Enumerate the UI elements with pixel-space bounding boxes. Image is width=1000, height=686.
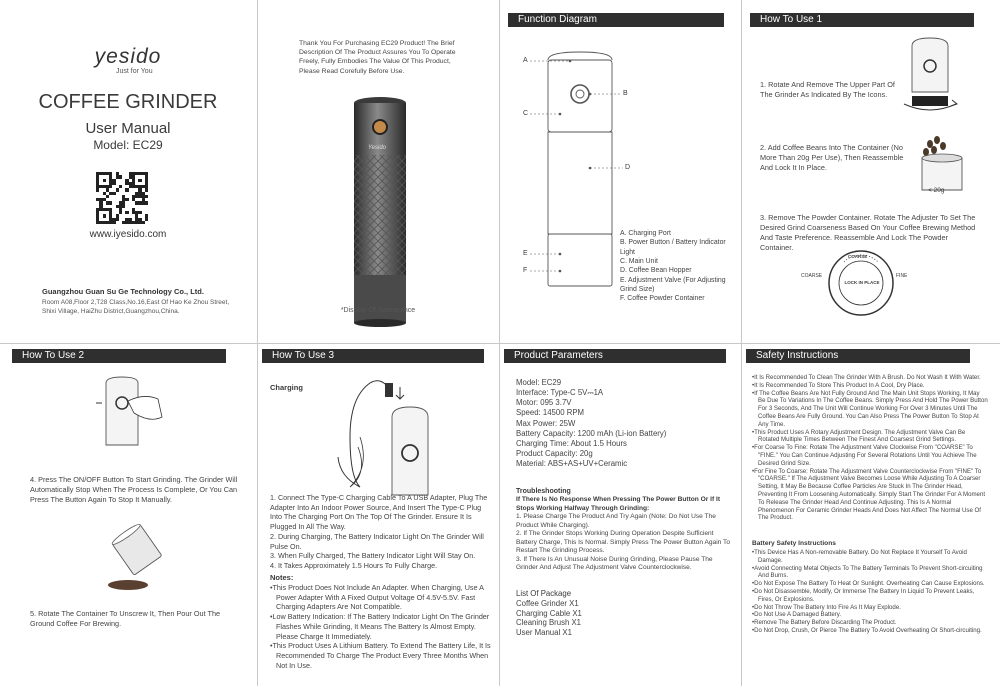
brand-tagline: Just for You	[116, 68, 153, 75]
step-4-text: 4. Press The ON/OFF Button To Start Grinding. The Grinder Will Automatically Stop When The Process Is Complete, Or You Can Press The Button Again To Stop It Manually.	[30, 475, 238, 504]
package-item: User Manual X1	[516, 628, 572, 638]
callout-e: E	[523, 250, 528, 257]
weight-label: < 20g	[928, 187, 945, 194]
legend-item: F. Coffee Powder Container	[620, 295, 705, 303]
battery-safety-item: • Do Not Disassemble, Modify, Or Immerse The Battery In Liquid To Prevent Leaks, Fires, Or Explosions.	[752, 588, 988, 604]
callout-b: B	[623, 90, 628, 97]
safety-item: • If The Coffee Beans Are Not Fully Ground And The Main Unit Stops Working, It May Be Due To Variations In The Coffee Beans. Simply Press And Hold The Power Button For 3 Seconds, And The Unit Will Continue Working For Over 3 Minutes Until The Coffee Beans Are Fully Ground. You Can Also Press The Power Button To Stop At Any Time.	[752, 390, 988, 429]
spec-item: Charging Time: About 1.5 Hours	[516, 438, 627, 448]
battery-safety-title: Battery Safety Instructions	[752, 540, 836, 547]
troubleshooting-item: 1. Please Charge The Product And Try Again (Note: Do Not Use The Product While Charging).	[516, 513, 716, 529]
section-header: How To Use 3	[262, 349, 484, 363]
add-beans-illustration	[912, 134, 972, 194]
spec-item: Interface: Type-C 5V⎓1A	[516, 388, 604, 398]
brand-logo: yesido	[94, 45, 162, 68]
troubleshooting-item: 2. If The Grinder Stops Working During Operation Despite Sufficient Battery Charge, This Is Normal. Simply Press The Power Button Again To Restart The Grinding Process.	[516, 530, 731, 555]
charging-step: 1. Connect The Type-C Charging Cable To A USB Adapter, Plug The Adapter Into An Indoor Power Source, And Insert The Type-C Plug Into The Charging Port On The Top Of The Grinder. Ensure It Is Plugged In All The Way.	[270, 493, 488, 532]
charging-step: 3. When Fully Charged, The Battery Indicator Light Will Stay On.	[270, 551, 476, 561]
website-link[interactable]: www.iyesido.com	[89, 229, 167, 240]
step-1-text: 1. Rotate And Remove The Upper Part Of The Grinder As Indicated By The Icons.	[760, 80, 895, 99]
dial-left-label: COARSE	[801, 273, 823, 279]
charging-steps	[270, 493, 492, 571]
spec-item: Battery Capacity: 1200 mAh (Li-ion Battery)	[516, 428, 667, 438]
package-list	[516, 599, 716, 638]
step-3-text: 3. Remove The Powder Container. Rotate The Adjuster To Set The Desired Grind Coarseness Based On Your Coffee Brewing Method And Taste Preference. Reassemble And Lock The Powder Container.	[760, 213, 976, 252]
section-header: Safety Instructions	[746, 349, 970, 363]
model-label: Model: EC29	[93, 138, 163, 152]
legend-item: C. Main Unit	[620, 257, 658, 265]
callout-c: C	[523, 110, 529, 117]
battery-safety-item: • Do Not Use A Damaged Battery.	[752, 611, 988, 619]
section-header: Product Parameters	[504, 349, 726, 363]
how-to-use-1-panel	[742, 0, 982, 343]
rotate-top-illustration	[900, 34, 960, 114]
package-title: List Of Package	[516, 589, 572, 598]
callout-d: D	[625, 164, 631, 171]
note-item: • This Product Does Not Include An Adapter. When Charging, Use A Power Adapter With A Fixed Output Voltage Of 4.5V-5.5V. Fast Charging Adapters Are Not Compatible.	[270, 583, 492, 612]
charging-step: 4. It Takes Approximately 1.5 Hours To Fully Charge.	[270, 561, 438, 571]
troubleshooting-item: 3. If There Is An Unusual Noise During Grinding, Please Pause The Grinder And Adjust The Adjustment Valve Counterclockwise.	[516, 555, 713, 572]
notes-list	[270, 583, 492, 670]
legend-item: A. Charging Port	[620, 230, 671, 237]
step-2-text: 2. Add Coffee Beans Into The Container (No More Than 20g Per Use), Then Reassemble And Lock It In Place.	[760, 143, 904, 172]
safety-item: • This Product Uses A Rotary Adjustment Design. The Adjustment Valve Can Be Rotated Multiple Times Between The Finest And Coarsest Grind Settings.	[752, 429, 988, 445]
spec-item: Motor: 095 3.7V	[516, 398, 572, 408]
dial-right-label: FINE	[896, 273, 908, 279]
charging-illustration	[330, 377, 440, 497]
appearance-caption: *Display Of Appearance	[340, 307, 416, 314]
spec-item: Product Capacity: 20g	[516, 448, 593, 458]
battery-safety-list	[752, 549, 988, 635]
company-address: Room A08,Floor 2,T28 Class,No.16,East Of Hao Ke Zhou Street, Shixi Village, HaiZhu District,Guangzhou,China.	[42, 299, 230, 316]
battery-safety-item: • Avoid Connecting Metal Objects To The Battery Terminals To Prevent Short-circuiting And Burns.	[752, 565, 988, 581]
callout-f: F	[523, 267, 528, 274]
spec-item: Material: ABS+AS+UV+Ceramic	[516, 459, 628, 468]
safety-panel	[742, 343, 994, 686]
package-item: Cleaning Brush X1	[516, 618, 582, 628]
how-to-use-2-panel	[8, 343, 248, 686]
charging-title: Charging	[270, 383, 303, 392]
qr-code	[96, 172, 148, 224]
pour-container-illustration	[98, 523, 178, 593]
safety-item: • It Is Recommended To Clean The Grinder With A Brush. Do Not Wash It With Water.	[752, 374, 988, 382]
package-item: Coffee Grinder X1	[516, 599, 579, 608]
section-header: Function Diagram	[508, 13, 724, 27]
function-diagram-panel	[500, 0, 740, 343]
cover-panel	[8, 5, 248, 338]
dial-center-label: LOCK IN PLACE	[844, 280, 880, 285]
legend-item: E. Adjustment Valve (For Adjusting Grind Size)	[620, 276, 726, 293]
safety-item: • For Coarse To Fine: Rotate The Adjustment Valve Clockwise From "COARSE" To "FINE." You Can Continue Adjusting For Several Rotations Until You Achieve The Desired Grind Size.	[752, 444, 988, 467]
company-name: Guangzhou Guan Su Ge Technology Co., Ltd.	[42, 287, 204, 296]
notes-title: Notes:	[270, 573, 294, 582]
section-header: How To Use 2	[12, 349, 226, 363]
note-item: • This Product Uses A Lithium Battery. To Extend The Battery Life, It Is Recommended To Charge The Product Every Three Months When Not In Use.	[270, 641, 492, 670]
troubleshooting-question: If There Is No Response When Pressing The Power Button Or If It Stops Working Halfway Through Grinding:	[516, 496, 721, 512]
press-button-illustration	[88, 373, 168, 453]
troubleshooting-list	[516, 513, 734, 573]
safety-item: • It Is Recommended To Store This Product In A Cool, Dry Place.	[752, 382, 988, 390]
legend-item: D. Coffee Bean Hopper	[620, 267, 692, 275]
product-title: COFFEE GRINDER	[38, 91, 218, 113]
intro-panel	[258, 5, 498, 338]
safety-list	[752, 374, 988, 522]
section-header: How To Use 1	[750, 13, 974, 27]
battery-safety-item: • Remove The Battery Before Discarding The Product.	[752, 619, 988, 627]
note-item: • Low Battery Indication: If The Battery Indicator Light On The Grinder Flashes While Grinding, It Means The Battery Is Almost Empty. Please Charge It Immediately.	[270, 612, 492, 641]
diagram-legend	[620, 229, 738, 304]
callout-a: A	[523, 57, 528, 64]
grinder-product-image	[350, 97, 410, 327]
battery-safety-item: • This Device Has A Non-removable Battery. Do Not Replace It Yourself To Avoid Damage.	[752, 549, 988, 565]
spec-item: Model: EC29	[516, 378, 562, 387]
device-logo: Yesido	[368, 145, 387, 151]
spec-list	[516, 378, 731, 469]
legend-item: B. Power Button / Battery Indicator Light	[620, 239, 726, 256]
manual-subtitle: User Manual	[85, 120, 171, 137]
product-parameters-panel	[500, 343, 740, 686]
charging-step: 2. During Charging, The Battery Indicator Light On The Grinder Will Pulse On.	[270, 531, 484, 551]
dial-ring-label: COARSE	[848, 254, 868, 259]
spec-item: Speed: 14500 RPM	[516, 408, 585, 418]
spec-item: Max Power: 25W	[516, 418, 576, 428]
how-to-use-3-panel	[258, 343, 498, 686]
battery-safety-item: • Do Not Expose The Battery To Heat Or Sunlight. Overheating Can Cause Explosions.	[752, 580, 988, 588]
step-5-text: 5. Rotate The Container To Unscrew It, Then Pour Out The Ground Coffee For Brewing.	[30, 609, 221, 628]
package-item: Charging Cable X1	[516, 608, 582, 618]
battery-safety-item: • Do Not Drop, Crush, Or Pierce The Battery To Avoid Overheating Or Short-circuiting.	[752, 627, 988, 635]
troubleshooting-title: Troubleshooting	[516, 488, 571, 495]
safety-item: • For Fine To Coarse: Rotate The Adjustment Valve Counterclockwise From "FINE" To "COARSE." If The Adjustment Valve Becomes Loose While Adjusting To A Coarser Setting, It May Be Because Coffee Particles Are Stuck In The Grinder Head, Preventing It From Loosening Automatically. Simply Start The Grinder For A Moment To Release The Grinder Head And Continue Adjusting. This Is A Normal Phenomenon For Ceramic Grinder Heads And Does Not Affect The Normal Use Of The Product.	[752, 468, 988, 523]
intro-thanks: Thank You For Purchasing EC29 Product! The Brief Description Of The Product Assures You To Operate Freely, Fully Embodies The Value Of This Product, Please Read Corefully Before Use.	[299, 40, 456, 75]
battery-safety-item: • Do Not Throw The Battery Into Fire As It May Explode.	[752, 604, 988, 612]
